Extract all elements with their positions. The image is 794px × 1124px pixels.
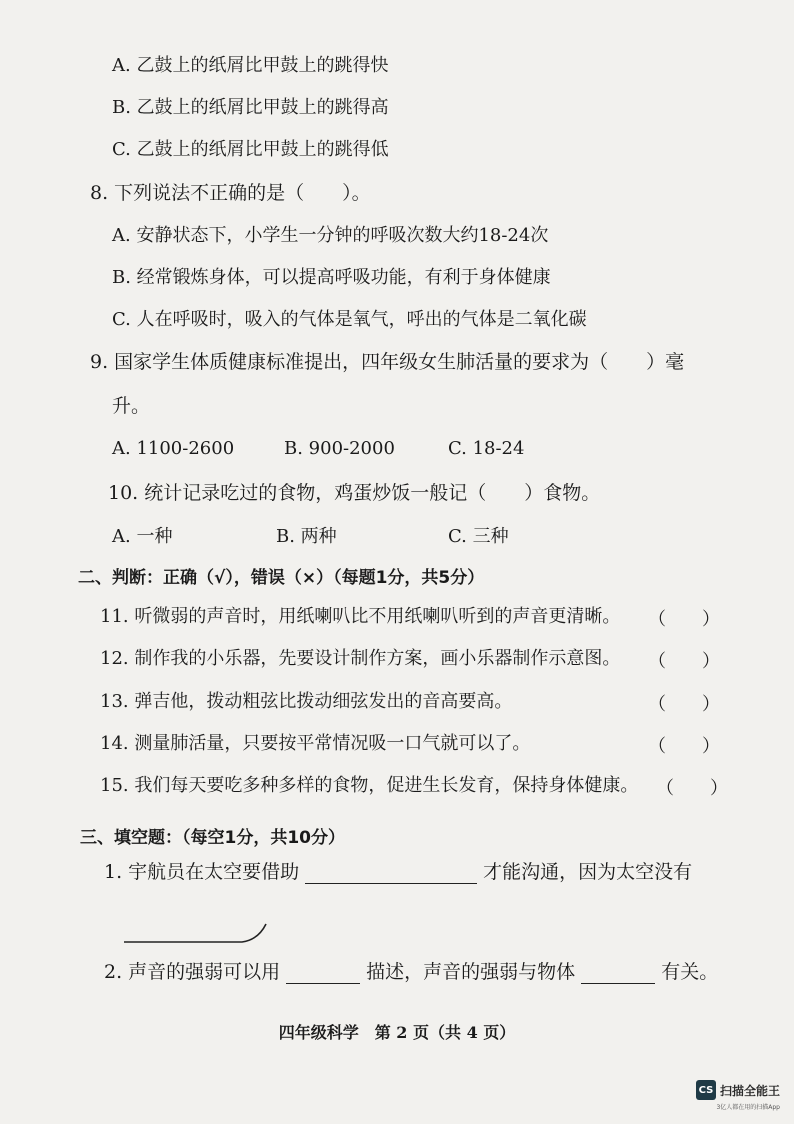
section3-title: 三、填空题：（每空1分，共10分） — [80, 828, 345, 848]
camscanner-logo-icon: CS — [696, 1080, 716, 1100]
page-footer: 四年级科学 第 2 页（共 4 页） — [278, 1023, 516, 1042]
judge-item-14: 14. 测量肺活量，只要按平常情况吸一口气就可以了。 — [100, 733, 531, 754]
fill-q2-blank-1[interactable] — [286, 965, 360, 984]
q9-option-b: B. 900-2000 — [284, 438, 395, 459]
fill-q1-part-b: 才能沟通，因为太空没有 — [483, 861, 693, 883]
q7-option-b: B. 乙鼓上的纸屑比甲鼓上的跳得高 — [112, 97, 389, 118]
q9-option-a: A. 1100-2600 — [112, 438, 235, 459]
fill-q2 — [104, 960, 718, 984]
answer-blank-13[interactable]: （ ） — [648, 694, 720, 715]
q10-option-a: A. 一种 — [112, 526, 173, 547]
section2-title: 二、判断：正确（√），错误（×）（每题1分，共5分） — [78, 568, 485, 588]
watermark-app-name: 扫描全能王 — [719, 1083, 780, 1098]
judge-item-12: 12. 制作我的小乐器，先要设计制作方案，画小乐器制作示意图。 — [100, 648, 621, 669]
fill-q1-blank-1[interactable] — [305, 865, 477, 884]
fill-q1-blank-2[interactable] — [120, 916, 270, 946]
q10-option-b: B. 两种 — [276, 526, 337, 547]
answer-blank-11[interactable]: （ ） — [648, 609, 720, 630]
scanner-watermark — [696, 1080, 780, 1111]
fill-q2-part-a: 2. 声音的强弱可以用 — [104, 961, 281, 983]
q10-option-c: C. 三种 — [448, 526, 509, 547]
fill-q1-part-a: 1. 宇航员在太空要借助 — [104, 861, 300, 883]
watermark-slogan: 3亿人都在用的扫描App — [716, 1104, 780, 1111]
q8-option-c: C. 人在呼吸时，吸入的气体是氧气，呼出的气体是二氧化碳 — [112, 309, 587, 330]
q8-option-b: B. 经常锻炼身体，可以提高呼吸功能，有利于身体健康 — [112, 267, 551, 288]
answer-blank-12[interactable]: （ ） — [648, 651, 720, 672]
fill-q2-part-c: 有关。 — [661, 961, 719, 983]
q8-option-a: A. 安静状态下，小学生一分钟的呼吸次数大约18-24次 — [112, 225, 549, 246]
q9-stem: 9. 国家学生体质健康标准提出，四年级女生肺活量的要求为（ ）毫 — [90, 351, 685, 373]
q7-option-c: C. 乙鼓上的纸屑比甲鼓上的跳得低 — [112, 139, 389, 160]
q10-stem: 10. 统计记录吃过的食物，鸡蛋炒饭一般记（ ）食物。 — [108, 482, 601, 504]
answer-blank-15[interactable]: （ ） — [656, 778, 728, 799]
q8-stem: 8. 下列说法不正确的是（ ）。 — [90, 182, 371, 204]
q9-stem-cont: 升。 — [112, 395, 151, 417]
fill-q2-part-b: 描述，声音的强弱与物体 — [366, 961, 576, 983]
judge-item-15: 15. 我们每天要吃多种多样的食物，促进生长发育，保持身体健康。 — [100, 775, 639, 796]
judge-item-13: 13. 弹吉他，拨动粗弦比拨动细弦发出的音高要高。 — [100, 691, 513, 712]
answer-blank-14[interactable]: （ ） — [648, 736, 720, 757]
fill-q1 — [104, 860, 692, 884]
q7-option-a: A. 乙鼓上的纸屑比甲鼓上的跳得快 — [112, 55, 389, 76]
q9-option-c: C. 18-24 — [448, 438, 525, 459]
judge-item-11: 11. 听微弱的声音时，用纸喇叭比不用纸喇叭听到的声音更清晰。 — [100, 606, 621, 627]
fill-q2-blank-2[interactable] — [581, 965, 655, 984]
